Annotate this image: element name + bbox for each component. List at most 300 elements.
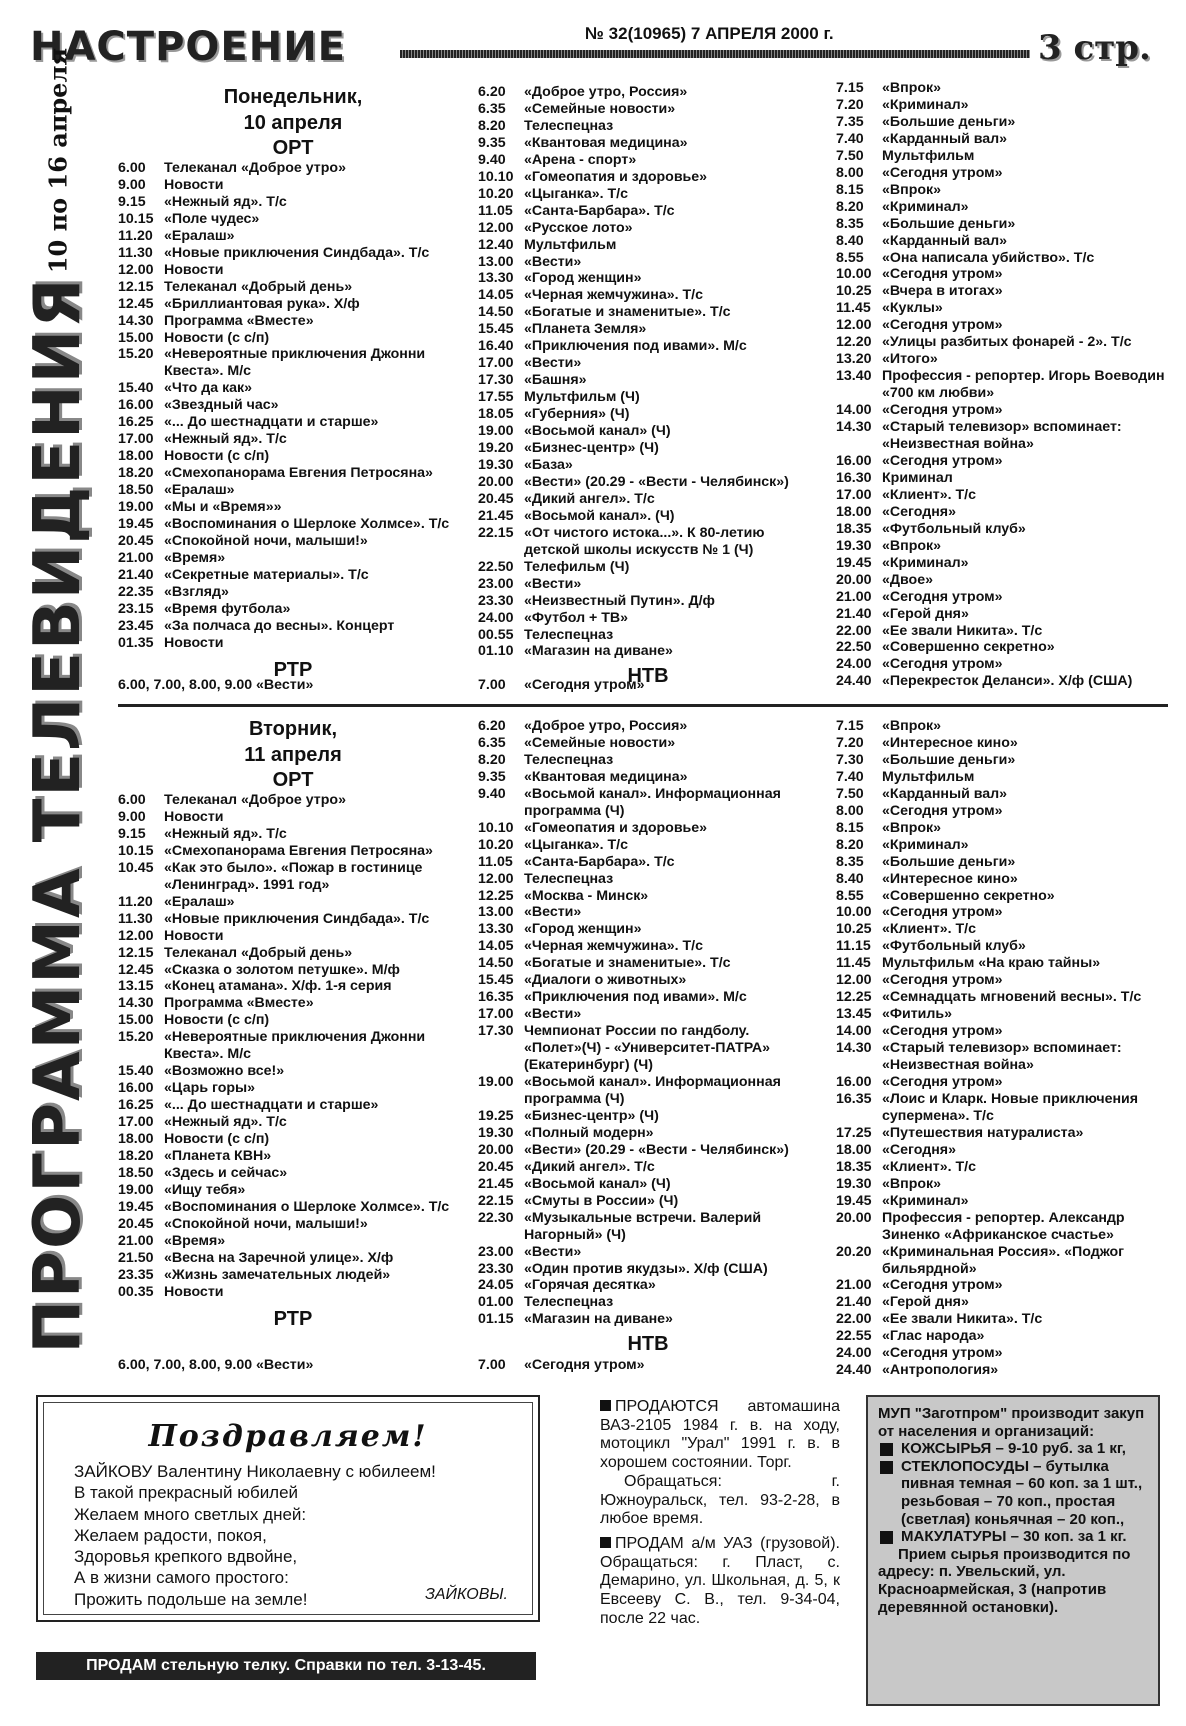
program-row xyxy=(478,1210,818,1244)
program-title: «Черная жемчужина». Т/с xyxy=(524,938,703,955)
program-row xyxy=(478,203,818,220)
program-title: «Арена - спорт» xyxy=(524,151,637,168)
program-row xyxy=(118,1199,468,1216)
program-title: «Санта-Барбара». Т/с xyxy=(524,853,675,870)
program-title: «Ералаш» xyxy=(164,227,235,244)
program-title: «Большие деньги» xyxy=(882,113,1016,130)
program-title: «Впрок» xyxy=(882,537,942,554)
program-time: 6.00 xyxy=(118,160,146,176)
program-time: 19.00 xyxy=(118,1181,154,1198)
ad-uaz-text: ПРОДАМ а/м УАЗ (грузовой). Обращаться: г. Пласт, с. Демарино, ул. Школьная, д. 5, к Евсееву С. В., тел. 9-34-04, после 22 час. xyxy=(600,1534,840,1627)
program-row xyxy=(478,118,818,135)
program-row xyxy=(118,330,468,347)
program-row xyxy=(118,995,468,1012)
ad-car-contact: Обращаться: г. Южноуральск, тел. 93-2-28, в любое время. xyxy=(600,1472,840,1528)
program-row xyxy=(478,457,818,474)
program-title: «Клиент». Т/с xyxy=(882,921,976,938)
program-row xyxy=(836,317,1166,334)
program-title: Новости xyxy=(164,176,224,193)
program-time: 11.45 xyxy=(836,955,871,972)
program-row xyxy=(478,338,818,355)
program-row xyxy=(478,389,818,406)
program-time: 19.25 xyxy=(478,1107,514,1124)
program-title: «Губерния» (Ч) xyxy=(524,406,630,423)
header-rule xyxy=(400,50,1030,58)
program-title: «Поле чудес» xyxy=(164,210,260,227)
program-title: Мультфильм xyxy=(524,236,617,253)
program-title: Мультфильм «На краю тайны» xyxy=(882,955,1101,972)
program-time: 16.00 xyxy=(118,397,154,414)
program-row xyxy=(118,194,468,211)
program-row xyxy=(836,854,1166,871)
program-row xyxy=(478,1006,818,1023)
program-row xyxy=(836,1244,1166,1278)
program-time: 8.00 xyxy=(836,802,864,819)
program-title: «Сегодня» xyxy=(882,1141,956,1158)
program-time: 22.55 xyxy=(836,1328,872,1345)
program-title: «Гомеопатия и здоровье» xyxy=(524,819,708,836)
program-time: 16.40 xyxy=(478,338,514,355)
program-row xyxy=(478,474,818,491)
program-time: 18.00 xyxy=(836,503,872,520)
program-time: 13.20 xyxy=(836,351,872,368)
program-row xyxy=(836,1193,1166,1210)
program-row xyxy=(478,904,818,921)
program-time: 23.15 xyxy=(118,600,154,617)
program-row xyxy=(836,1074,1166,1091)
program-time: 9.00 xyxy=(118,808,146,825)
program-title: Криминал xyxy=(882,469,953,486)
program-title: «От чистого истока...». К 80-летию детской школы искусств № 1 (Ч) xyxy=(524,524,765,558)
program-time: 18.05 xyxy=(478,406,514,423)
greeting-frame xyxy=(43,1402,533,1615)
program-title: «Путешествия натуралиста» xyxy=(882,1124,1084,1141)
program-time: 17.30 xyxy=(478,1023,514,1040)
program-row xyxy=(836,639,1166,656)
program-title: «Смехопанорама Евгения Петросяна» xyxy=(164,842,433,859)
program-row xyxy=(478,1193,818,1210)
program-title: «Неизвестный Путин». Д/ф xyxy=(524,592,715,609)
program-time: 19.45 xyxy=(836,554,872,571)
program-time: 24.40 xyxy=(836,1362,872,1379)
program-time: 21.00 xyxy=(118,1232,154,1249)
tuesday-ntv-list xyxy=(836,718,1166,1379)
program-title: Телеканал «Добрый день» xyxy=(164,944,353,961)
program-title: Телефильм (Ч) xyxy=(524,558,630,575)
program-title: «Вести» (20.29 - «Вести - Челябинск») xyxy=(524,473,789,490)
program-time: 24.00 xyxy=(836,656,872,673)
program-title: «Ищу тебя» xyxy=(164,1181,246,1198)
program-title: Программа «Вместе» xyxy=(164,312,314,329)
program-title: «Сегодня утром» xyxy=(882,802,1003,819)
program-row xyxy=(478,955,818,972)
program-time: 6.20 xyxy=(478,84,506,100)
program-title: «Вести» xyxy=(524,904,582,921)
tuesday-date: 11 апреля xyxy=(244,744,342,766)
program-time: 16.35 xyxy=(478,989,514,1006)
bullet-square-icon xyxy=(880,1461,893,1474)
program-title: «Футбольный клуб» xyxy=(882,938,1026,955)
program-row xyxy=(478,304,818,321)
program-row xyxy=(118,228,468,245)
program-time: 14.00 xyxy=(836,402,872,419)
program-time: 19.20 xyxy=(478,440,514,457)
program-title: «Большие деньги» xyxy=(882,853,1016,870)
program-title: «Воспоминания о Шерлоке Холмсе». Т/с xyxy=(164,516,450,533)
program-time: 19.45 xyxy=(836,1192,872,1209)
program-row xyxy=(118,550,468,567)
program-row xyxy=(478,220,818,237)
ad-car-text: ПРОДАЮТСЯ автомашина ВАЗ-2105 1984 г. в. на ходу, мотоцикл "Урал" 1991 г. в. в хорошем состоянии. Торг. xyxy=(600,1398,840,1472)
program-row xyxy=(836,266,1166,283)
program-time: 13.40 xyxy=(836,368,872,385)
program-row xyxy=(478,1244,818,1261)
program-title: «Герой дня» xyxy=(882,605,969,622)
program-time: 23.45 xyxy=(118,617,154,634)
program-time: 9.40 xyxy=(478,785,506,802)
program-title: «Возможно все!» xyxy=(164,1063,285,1080)
program-title: «Цыганка». Т/с xyxy=(524,836,629,853)
program-title: «Впрок» xyxy=(882,181,942,198)
program-title: «Сегодня утром» xyxy=(882,588,1003,605)
program-title: «Звездный час» xyxy=(164,397,279,414)
program-time: 22.50 xyxy=(836,639,872,656)
program-row xyxy=(118,618,468,635)
program-title: Новости xyxy=(164,261,224,278)
program-row xyxy=(836,216,1166,233)
program-title: «Время футбола» xyxy=(164,600,291,617)
day-separator xyxy=(118,704,1168,707)
program-time: 6.00 xyxy=(118,792,146,808)
program-row xyxy=(836,1159,1166,1176)
program-time: 17.00 xyxy=(118,1114,154,1131)
program-time: 12.40 xyxy=(478,236,514,253)
program-title: Телеканал «Доброе утро» xyxy=(164,792,346,808)
monday-rtr-column xyxy=(478,84,818,688)
program-title: «... До шестнадцати и старше» xyxy=(164,1097,379,1114)
program-row xyxy=(836,921,1166,938)
program-row xyxy=(118,397,468,414)
program-row xyxy=(836,769,1166,786)
program-row xyxy=(118,1080,468,1097)
greeting-lines xyxy=(74,1461,436,1610)
program-title: Телеспецназ xyxy=(524,117,614,134)
program-title: «Смехопанорама Евгения Петросяна» xyxy=(164,465,433,482)
greeting-line: Желаем радости, покоя, xyxy=(74,1525,267,1545)
program-row xyxy=(836,131,1166,148)
program-time: 11.20 xyxy=(118,893,153,910)
program-row xyxy=(478,84,818,101)
program-time: 15.00 xyxy=(118,1012,154,1029)
program-time: 13.45 xyxy=(836,1006,872,1023)
program-row xyxy=(836,1023,1166,1040)
program-title: «Цыганка». Т/с xyxy=(524,185,629,202)
program-row xyxy=(478,508,818,525)
program-row xyxy=(836,368,1166,402)
program-row xyxy=(478,152,818,169)
program-title: «Ералаш» xyxy=(164,893,235,910)
tuesday-ort-title: ОРТ xyxy=(272,769,314,791)
program-row xyxy=(836,470,1166,487)
program-row xyxy=(836,148,1166,165)
program-time: 7.00 xyxy=(478,1357,506,1373)
program-row xyxy=(478,423,818,440)
program-time: 14.30 xyxy=(118,995,154,1012)
program-time: 20.00 xyxy=(478,473,514,490)
program-time: 18.20 xyxy=(118,465,154,482)
program-row xyxy=(118,1063,468,1080)
program-row xyxy=(836,521,1166,538)
program-time: 00.55 xyxy=(478,626,514,643)
program-row xyxy=(118,245,468,262)
program-time: 18.00 xyxy=(118,1131,154,1148)
program-title: «Клиент». Т/с xyxy=(882,486,976,503)
program-row xyxy=(478,186,818,203)
monday-date: 10 апреля xyxy=(243,112,343,134)
program-row xyxy=(478,1294,818,1311)
program-title: «Черная жемчужина». Т/с xyxy=(524,287,703,304)
side-title xyxy=(18,270,98,1360)
program-row xyxy=(836,938,1166,955)
program-title: «Криминал» xyxy=(882,198,969,215)
program-time: 7.15 xyxy=(836,718,864,734)
program-title: «Москва - Минск» xyxy=(524,887,649,904)
program-row xyxy=(836,555,1166,572)
program-row xyxy=(118,635,468,652)
program-time: 12.00 xyxy=(478,219,514,236)
program-row xyxy=(478,752,818,769)
program-row xyxy=(118,380,468,397)
monday-rtr-list xyxy=(478,84,818,660)
zagotprom-ad xyxy=(866,1395,1160,1706)
program-title: «Двое» xyxy=(882,571,933,588)
program-row xyxy=(478,525,818,559)
program-row xyxy=(836,199,1166,216)
program-time: 23.35 xyxy=(118,1266,154,1283)
program-title: «Сегодня утром» xyxy=(882,904,1003,921)
program-title: «Восьмой канал». Информационная программа (Ч) xyxy=(524,785,781,819)
program-time: 7.35 xyxy=(836,113,864,130)
program-time: 13.15 xyxy=(118,978,154,995)
program-row xyxy=(478,559,818,576)
program-time: 23.00 xyxy=(478,1243,514,1260)
program-time: 17.00 xyxy=(118,431,154,448)
program-time: 8.40 xyxy=(836,870,864,887)
program-time: 24.00 xyxy=(836,1345,872,1362)
program-title: «Сегодня утром» xyxy=(882,164,1003,181)
program-time: 14.00 xyxy=(836,1023,872,1040)
program-time: 11.05 xyxy=(478,853,513,870)
program-time: 22.35 xyxy=(118,583,154,600)
program-row xyxy=(478,1277,818,1294)
program-title: «Совершенно секретно» xyxy=(882,887,1055,904)
program-row xyxy=(118,465,468,482)
greeting-line: Желаем много светлых дней: xyxy=(74,1504,307,1524)
program-time: 23.30 xyxy=(478,592,514,609)
program-time: 15.40 xyxy=(118,1063,154,1080)
program-row xyxy=(478,135,818,152)
program-time: 14.30 xyxy=(836,419,872,436)
program-row xyxy=(836,1210,1166,1244)
program-row xyxy=(118,1131,468,1148)
program-row xyxy=(836,165,1166,182)
program-row xyxy=(118,1233,468,1250)
program-time: 19.30 xyxy=(836,537,872,554)
bullet-square-icon xyxy=(880,1443,893,1456)
program-row xyxy=(478,593,818,610)
program-row xyxy=(836,837,1166,854)
program-row xyxy=(836,1311,1166,1328)
program-row xyxy=(118,809,468,826)
monday-ort-list xyxy=(118,160,468,652)
monday-ort-title: ОРТ xyxy=(272,137,314,159)
program-title: «Башня» xyxy=(524,372,587,389)
program-title: «Как это было». «Пожар в гостинице «Ленинград». 1991 год» xyxy=(164,859,423,893)
side-title-text: ПРОГРАММА ТЕЛЕВИДЕНИЯ xyxy=(21,276,95,1354)
program-time: 11.30 xyxy=(118,910,153,927)
program-time: 8.20 xyxy=(836,836,864,853)
program-time: 10.00 xyxy=(836,904,872,921)
program-time: 01.35 xyxy=(118,634,154,651)
program-title: Мультфильм (Ч) xyxy=(524,389,640,406)
program-time: 8.55 xyxy=(836,887,864,904)
monday-ntv-column xyxy=(836,80,1166,690)
program-title: «Впрок» xyxy=(882,819,942,836)
program-title: «Криминал» xyxy=(882,836,969,853)
program-row xyxy=(118,414,468,431)
program-row xyxy=(118,448,468,465)
program-title: «Приключения под ивами». М/с xyxy=(524,338,747,355)
program-title: «База» xyxy=(524,456,573,473)
program-title: «Фитиль» xyxy=(882,1006,953,1023)
program-time: 20.00 xyxy=(836,1209,872,1226)
program-time: 22.00 xyxy=(836,1311,872,1328)
program-time: 23.30 xyxy=(478,1260,514,1277)
program-title: «Улицы разбитых фонарей - 2». Т/с xyxy=(882,334,1132,351)
program-time: 7.20 xyxy=(836,96,864,113)
zagotprom-item xyxy=(878,1528,1148,1546)
program-row xyxy=(836,1091,1166,1125)
program-title: «Сегодня» xyxy=(882,503,956,520)
program-time: 16.25 xyxy=(118,1097,154,1114)
program-row xyxy=(118,1216,468,1233)
program-time: 19.00 xyxy=(478,1074,514,1091)
program-time: 11.30 xyxy=(118,244,153,261)
program-time: 7.15 xyxy=(836,80,864,96)
program-title: «Сегодня утром» xyxy=(882,1277,1003,1294)
bullet-square-icon xyxy=(600,1537,611,1548)
program-time: 10.45 xyxy=(118,859,154,876)
program-title: «Впрок» xyxy=(882,80,942,96)
program-row xyxy=(478,837,818,854)
program-time: 6.35 xyxy=(478,100,506,117)
program-title: «Большие деньги» xyxy=(882,751,1016,768)
program-title: «Спокойной ночи, малыши!» xyxy=(164,532,368,549)
program-row xyxy=(118,499,468,516)
monday-rtr-first xyxy=(118,677,458,694)
program-time: 10.10 xyxy=(478,168,514,185)
program-row xyxy=(118,860,468,894)
program-row xyxy=(836,233,1166,250)
program-time: 9.00 xyxy=(118,176,146,193)
program-time: 16.30 xyxy=(836,469,872,486)
program-row xyxy=(478,735,818,752)
program-row xyxy=(836,786,1166,803)
program-title: «Бизнес-центр» (Ч) xyxy=(524,1107,659,1124)
program-title: Новости xyxy=(164,1283,224,1300)
program-row xyxy=(118,279,468,296)
program-title: «Итого» xyxy=(882,351,938,368)
program-row xyxy=(836,803,1166,820)
program-row xyxy=(118,1182,468,1199)
program-row xyxy=(478,938,818,955)
program-time: 12.00 xyxy=(118,261,154,278)
program-time: 12.00 xyxy=(478,870,514,887)
program-time: 11.05 xyxy=(478,202,513,219)
program-title: «Планета Земля» xyxy=(524,321,647,338)
program-time: 16.00 xyxy=(836,1074,872,1091)
program-row xyxy=(836,402,1166,419)
program-time: 12.45 xyxy=(118,295,154,312)
program-title: «Ее звали Никита». Т/с xyxy=(882,622,1043,639)
monday-ort-column xyxy=(118,84,468,682)
program-time: 18.00 xyxy=(118,448,154,465)
program-row xyxy=(836,752,1166,769)
program-title: «Новые приключения Синдбада». Т/с xyxy=(164,910,430,927)
program-row xyxy=(478,989,818,1006)
program-row xyxy=(478,321,818,338)
monday-rtr-title: РТР xyxy=(273,658,313,681)
program-title: «Семнадцать мгновений весны». Т/с xyxy=(882,989,1142,1006)
program-time: 22.50 xyxy=(478,558,514,575)
program-time: 19.30 xyxy=(478,1124,514,1141)
program-time: 14.50 xyxy=(478,955,514,972)
program-title: Телеспецназ xyxy=(524,1294,614,1311)
program-time: 9.15 xyxy=(118,193,146,210)
zagotprom-foot: Прием сырья производится по адресу: п. Увельский, ул. Красноармейская, 3 (напротив деревянной остановки). xyxy=(878,1545,1131,1616)
program-row xyxy=(478,820,818,837)
program-title: Новости (с с/п) xyxy=(164,1012,270,1029)
program-time: 12.00 xyxy=(836,317,872,334)
program-title: Телеспецназ xyxy=(524,626,614,643)
program-title: «Футбол + ТВ» xyxy=(524,609,629,626)
program-title: «Перекресток Деланси». Х/ф (США) xyxy=(882,673,1133,690)
program-row xyxy=(478,871,818,888)
program-row xyxy=(836,1277,1166,1294)
program-time: 7.40 xyxy=(836,768,864,785)
program-row xyxy=(478,610,818,627)
program-title: Новости xyxy=(164,634,224,651)
side-dates-text: с 10 по 16 апреля xyxy=(43,47,72,297)
greeting-signature: ЗАЙКОВЫ. xyxy=(425,1586,508,1603)
program-time: 12.15 xyxy=(118,278,154,295)
program-time: 7.20 xyxy=(836,734,864,751)
program-row xyxy=(478,270,818,287)
program-time: 24.00 xyxy=(478,609,514,626)
program-time: 21.45 xyxy=(478,507,514,524)
program-title: «Дикий ангел». Т/с xyxy=(524,490,655,507)
tuesday-ntv-first xyxy=(478,1357,818,1374)
program-time: 18.35 xyxy=(836,520,872,537)
program-row xyxy=(836,182,1166,199)
zagotprom-item xyxy=(878,1458,1148,1528)
side-dates xyxy=(30,47,85,297)
program-row xyxy=(118,516,468,533)
program-title: «Один против якудзы». Х/ф (США) xyxy=(524,1260,768,1277)
program-time: 14.50 xyxy=(478,304,514,321)
program-title: «Гомеопатия и здоровье» xyxy=(524,168,708,185)
program-time: 21.00 xyxy=(836,588,872,605)
